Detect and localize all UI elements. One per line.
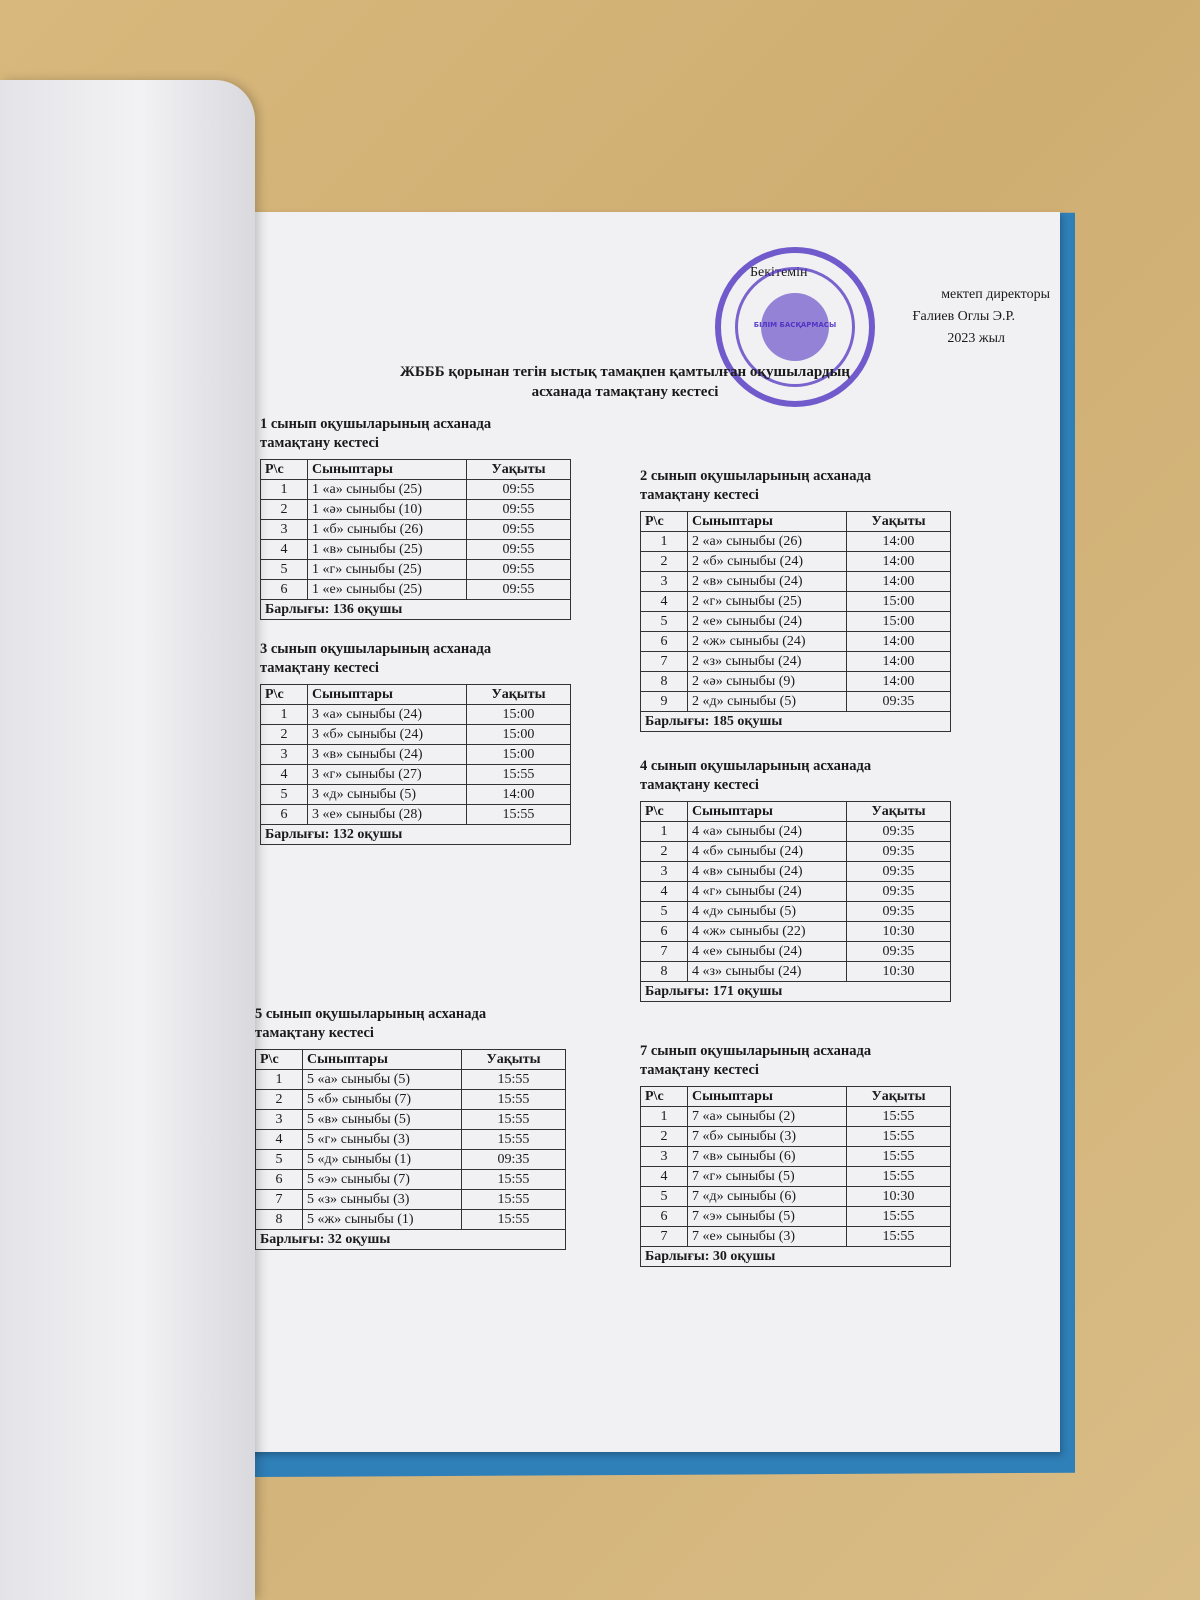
table-row xyxy=(641,612,951,632)
total-count: Барлығы: 30 оқушы xyxy=(641,1247,951,1267)
row-number: 4 xyxy=(261,540,308,560)
row-class: 4 «а» сыныбы (24) xyxy=(688,822,847,842)
row-number: 5 xyxy=(641,902,688,922)
header-class: Сыныптары xyxy=(688,512,847,532)
table-header-row xyxy=(641,1087,951,1107)
row-number: 1 xyxy=(641,1107,688,1127)
row-class: 5 «д» сыныбы (1) xyxy=(303,1150,462,1170)
table-header-row xyxy=(261,685,571,705)
row-class: 5 «з» сыныбы (3) xyxy=(303,1190,462,1210)
row-time: 14:00 xyxy=(847,632,951,652)
row-time: 09:35 xyxy=(847,942,951,962)
row-class: 5 «ж» сыныбы (1) xyxy=(303,1210,462,1230)
table-header-row xyxy=(641,802,951,822)
row-class: 2 «ж» сыныбы (24) xyxy=(688,632,847,652)
row-class: 3 «е» сыныбы (28) xyxy=(308,805,467,825)
table-row xyxy=(261,785,571,805)
table-row xyxy=(256,1070,566,1090)
section-title: 5 сынып оқушыларының асханада тамақтану кестесі xyxy=(255,1006,487,1041)
row-class: 7 «э» сыныбы (5) xyxy=(688,1207,847,1227)
row-class: 4 «б» сыныбы (24) xyxy=(688,842,847,862)
row-class: 1 «б» сыныбы (26) xyxy=(308,520,467,540)
table-header-row xyxy=(641,512,951,532)
header-num: Р\с xyxy=(641,1087,688,1107)
row-time: 09:35 xyxy=(847,882,951,902)
row-number: 8 xyxy=(256,1210,303,1230)
row-number: 3 xyxy=(261,745,308,765)
row-time: 09:35 xyxy=(847,822,951,842)
row-time: 15:55 xyxy=(847,1127,951,1147)
row-time: 09:35 xyxy=(847,862,951,882)
row-time: 15:55 xyxy=(462,1090,566,1110)
row-class: 3 «д» сыныбы (5) xyxy=(308,785,467,805)
row-number: 9 xyxy=(641,692,688,712)
header-class: Сыныптары xyxy=(303,1050,462,1070)
row-time: 15:55 xyxy=(847,1207,951,1227)
row-class: 1 «ә» сыныбы (10) xyxy=(308,500,467,520)
section-title: 1 сынып оқушыларының асханада тамақтану кестесі xyxy=(260,416,492,451)
header-class: Сыныптары xyxy=(688,802,847,822)
row-time: 09:35 xyxy=(462,1150,566,1170)
schedule-section-grade-4 xyxy=(640,757,951,1002)
row-class: 7 «а» сыныбы (2) xyxy=(688,1107,847,1127)
row-time: 15:55 xyxy=(847,1167,951,1187)
section-title: 3 сынып оқушыларының асханада тамақтану кестесі xyxy=(260,641,492,676)
row-number: 1 xyxy=(261,480,308,500)
row-class: 2 «ә» сыныбы (9) xyxy=(688,672,847,692)
header-num: Р\с xyxy=(261,460,308,480)
row-time: 09:55 xyxy=(467,540,571,560)
table-total-row xyxy=(641,982,951,1002)
table-row xyxy=(256,1150,566,1170)
row-class: 3 «а» сыныбы (24) xyxy=(308,705,467,725)
table-row xyxy=(261,520,571,540)
table-row xyxy=(641,1167,951,1187)
row-class: 3 «г» сыныбы (27) xyxy=(308,765,467,785)
row-time: 14:00 xyxy=(847,552,951,572)
row-class: 1 «а» сыныбы (25) xyxy=(308,480,467,500)
row-class: 7 «в» сыныбы (6) xyxy=(688,1147,847,1167)
table-row xyxy=(641,962,951,982)
row-number: 1 xyxy=(261,705,308,725)
table-row xyxy=(641,1147,951,1167)
header-time: Уақыты xyxy=(467,685,571,705)
row-class: 2 «в» сыныбы (24) xyxy=(688,572,847,592)
row-number: 7 xyxy=(641,652,688,672)
row-class: 2 «б» сыныбы (24) xyxy=(688,552,847,572)
table-row xyxy=(261,725,571,745)
document-title xyxy=(345,362,905,402)
row-class: 7 «д» сыныбы (6) xyxy=(688,1187,847,1207)
row-time: 09:55 xyxy=(467,520,571,540)
row-class: 1 «е» сыныбы (25) xyxy=(308,580,467,600)
header-time: Уақыты xyxy=(847,1087,951,1107)
table-row xyxy=(641,672,951,692)
row-time: 15:55 xyxy=(462,1130,566,1150)
approval-line-1: Бекітемін xyxy=(750,265,808,280)
row-time: 14:00 xyxy=(847,572,951,592)
row-number: 3 xyxy=(641,572,688,592)
row-number: 5 xyxy=(641,1187,688,1207)
table-row xyxy=(641,652,951,672)
table-row xyxy=(641,692,951,712)
row-number: 6 xyxy=(256,1170,303,1190)
table-row xyxy=(641,1127,951,1147)
row-number: 4 xyxy=(256,1130,303,1150)
row-class: 5 «в» сыныбы (5) xyxy=(303,1110,462,1130)
table-row xyxy=(641,1207,951,1227)
table-header-row xyxy=(256,1050,566,1070)
row-time: 15:00 xyxy=(467,745,571,765)
table-row xyxy=(261,500,571,520)
row-number: 5 xyxy=(261,560,308,580)
row-time: 14:00 xyxy=(847,532,951,552)
table-row xyxy=(641,1107,951,1127)
table-row xyxy=(641,572,951,592)
header-time: Уақыты xyxy=(847,512,951,532)
row-time: 15:55 xyxy=(847,1107,951,1127)
row-number: 7 xyxy=(641,942,688,962)
table-row xyxy=(641,922,951,942)
row-time: 09:35 xyxy=(847,842,951,862)
row-class: 4 «з» сыныбы (24) xyxy=(688,962,847,982)
row-time: 10:30 xyxy=(847,922,951,942)
header-num: Р\с xyxy=(261,685,308,705)
row-class: 4 «ж» сыныбы (22) xyxy=(688,922,847,942)
section-title: 7 сынып оқушыларының асханада тамақтану кестесі xyxy=(640,1043,872,1078)
row-time: 15:55 xyxy=(462,1190,566,1210)
table-row xyxy=(641,882,951,902)
row-class: 2 «е» сыныбы (24) xyxy=(688,612,847,632)
row-class: 5 «а» сыныбы (5) xyxy=(303,1070,462,1090)
header-class: Сыныптары xyxy=(308,685,467,705)
table-row xyxy=(641,902,951,922)
table-row xyxy=(256,1090,566,1110)
row-class: 7 «б» сыныбы (3) xyxy=(688,1127,847,1147)
row-time: 10:30 xyxy=(847,1187,951,1207)
table-row xyxy=(261,765,571,785)
row-number: 6 xyxy=(641,922,688,942)
row-number: 4 xyxy=(641,882,688,902)
schedule-section-grade-3 xyxy=(260,640,571,845)
row-time: 15:55 xyxy=(467,765,571,785)
row-number: 4 xyxy=(641,1167,688,1187)
row-class: 5 «б» сыныбы (7) xyxy=(303,1090,462,1110)
row-class: 7 «г» сыныбы (5) xyxy=(688,1167,847,1187)
table-row xyxy=(641,552,951,572)
row-time: 10:30 xyxy=(847,962,951,982)
row-class: 4 «д» сыныбы (5) xyxy=(688,902,847,922)
total-count: Барлығы: 136 оқушы xyxy=(261,600,571,620)
schedule-table xyxy=(640,511,951,732)
approval-line-2: мектеп директоры xyxy=(941,287,1050,302)
header-class: Сыныптары xyxy=(308,460,467,480)
row-number: 8 xyxy=(641,962,688,982)
row-number: 3 xyxy=(261,520,308,540)
table-row xyxy=(256,1110,566,1130)
table-row xyxy=(641,592,951,612)
row-class: 7 «е» сыныбы (3) xyxy=(688,1227,847,1247)
row-number: 7 xyxy=(256,1190,303,1210)
total-count: Барлығы: 132 оқушы xyxy=(261,825,571,845)
row-number: 2 xyxy=(261,725,308,745)
row-time: 14:00 xyxy=(467,785,571,805)
row-number: 5 xyxy=(256,1150,303,1170)
table-row xyxy=(261,805,571,825)
row-time: 14:00 xyxy=(847,652,951,672)
table-total-row xyxy=(641,712,951,732)
header-num: Р\с xyxy=(256,1050,303,1070)
schedule-section-grade-1 xyxy=(260,415,571,620)
row-class: 4 «е» сыныбы (24) xyxy=(688,942,847,962)
row-time: 15:00 xyxy=(467,725,571,745)
header-num: Р\с xyxy=(641,802,688,822)
table-header-row xyxy=(261,460,571,480)
row-time: 09:55 xyxy=(467,480,571,500)
approval-line-3: Ғалиев Оглы Э.Р. xyxy=(912,309,1015,324)
approval-line-4: 2023 жыл xyxy=(947,331,1005,346)
row-number: 6 xyxy=(641,632,688,652)
row-time: 15:55 xyxy=(462,1070,566,1090)
schedule-table xyxy=(260,459,571,620)
table-row xyxy=(256,1170,566,1190)
table-row xyxy=(641,822,951,842)
row-class: 2 «д» сыныбы (5) xyxy=(688,692,847,712)
row-class: 3 «б» сыныбы (24) xyxy=(308,725,467,745)
header-time: Уақыты xyxy=(847,802,951,822)
total-count: Барлығы: 171 оқушы xyxy=(641,982,951,1002)
row-class: 5 «г» сыныбы (3) xyxy=(303,1130,462,1150)
row-time: 15:00 xyxy=(847,592,951,612)
plastic-sleeve xyxy=(0,80,255,1600)
table-row xyxy=(641,842,951,862)
schedule-section-grade-7 xyxy=(640,1042,951,1267)
row-time: 15:55 xyxy=(462,1110,566,1130)
row-number: 7 xyxy=(641,1227,688,1247)
row-class: 4 «в» сыныбы (24) xyxy=(688,862,847,882)
row-number: 5 xyxy=(261,785,308,805)
header-time: Уақыты xyxy=(462,1050,566,1070)
schedule-table xyxy=(640,1086,951,1267)
row-time: 14:00 xyxy=(847,672,951,692)
row-time: 15:00 xyxy=(467,705,571,725)
row-number: 3 xyxy=(256,1110,303,1130)
schedule-table xyxy=(255,1049,566,1250)
table-total-row xyxy=(256,1230,566,1250)
header-class: Сыныптары xyxy=(688,1087,847,1107)
row-time: 09:55 xyxy=(467,500,571,520)
table-row xyxy=(641,862,951,882)
header-num: Р\с xyxy=(641,512,688,532)
row-class: 3 «в» сыныбы (24) xyxy=(308,745,467,765)
table-total-row xyxy=(641,1247,951,1267)
table-row xyxy=(261,580,571,600)
row-number: 6 xyxy=(261,805,308,825)
row-time: 09:35 xyxy=(847,692,951,712)
row-time: 15:55 xyxy=(847,1227,951,1247)
table-row xyxy=(256,1130,566,1150)
row-class: 1 «в» сыныбы (25) xyxy=(308,540,467,560)
table-row xyxy=(641,532,951,552)
row-number: 6 xyxy=(261,580,308,600)
schedule-section-grade-5 xyxy=(255,1005,566,1250)
schedule-section-grade-2 xyxy=(640,467,951,732)
row-class: 4 «г» сыныбы (24) xyxy=(688,882,847,902)
row-number: 2 xyxy=(641,1127,688,1147)
table-row xyxy=(256,1190,566,1210)
row-number: 8 xyxy=(641,672,688,692)
row-class: 2 «з» сыныбы (24) xyxy=(688,652,847,672)
row-time: 09:55 xyxy=(467,580,571,600)
row-number: 2 xyxy=(641,842,688,862)
row-number: 2 xyxy=(261,500,308,520)
table-total-row xyxy=(261,600,571,620)
table-row xyxy=(261,560,571,580)
row-number: 4 xyxy=(261,765,308,785)
row-number: 5 xyxy=(641,612,688,632)
row-number: 1 xyxy=(641,822,688,842)
row-number: 1 xyxy=(641,532,688,552)
row-number: 2 xyxy=(256,1090,303,1110)
document-page xyxy=(205,212,1060,1452)
row-time: 15:00 xyxy=(847,612,951,632)
stamp-text: БІЛІМ БАСҚАРМАСЫ xyxy=(753,321,837,329)
table-row xyxy=(641,632,951,652)
row-class: 1 «г» сыныбы (25) xyxy=(308,560,467,580)
row-number: 2 xyxy=(641,552,688,572)
row-number: 3 xyxy=(641,862,688,882)
row-number: 4 xyxy=(641,592,688,612)
row-class: 2 «а» сыныбы (26) xyxy=(688,532,847,552)
section-title: 4 сынып оқушыларының асханада тамақтану кестесі xyxy=(640,758,872,793)
table-row xyxy=(641,942,951,962)
row-number: 6 xyxy=(641,1207,688,1227)
row-time: 15:55 xyxy=(847,1147,951,1167)
row-time: 15:55 xyxy=(462,1170,566,1190)
section-title: 2 сынып оқушыларының асханада тамақтану кестесі xyxy=(640,468,872,503)
row-class: 5 «э» сыныбы (7) xyxy=(303,1170,462,1190)
row-time: 09:55 xyxy=(467,560,571,580)
table-row xyxy=(261,745,571,765)
row-time: 15:55 xyxy=(462,1210,566,1230)
total-count: Барлығы: 185 оқушы xyxy=(641,712,951,732)
total-count: Барлығы: 32 оқушы xyxy=(256,1230,566,1250)
schedule-table xyxy=(640,801,951,1002)
table-total-row xyxy=(261,825,571,845)
title-line-1: ЖБББ қорынан тегін ыстық тамақпен қамтылған оқушылардың xyxy=(400,364,850,380)
table-row xyxy=(641,1227,951,1247)
table-row xyxy=(256,1210,566,1230)
row-time: 09:35 xyxy=(847,902,951,922)
table-row xyxy=(261,480,571,500)
schedule-table xyxy=(260,684,571,845)
row-number: 1 xyxy=(256,1070,303,1090)
title-line-2: асханада тамақтану кестесі xyxy=(531,384,719,400)
row-number: 3 xyxy=(641,1147,688,1167)
header-time: Уақыты xyxy=(467,460,571,480)
table-row xyxy=(641,1187,951,1207)
table-row xyxy=(261,705,571,725)
table-row xyxy=(261,540,571,560)
row-class: 2 «г» сыныбы (25) xyxy=(688,592,847,612)
row-time: 15:55 xyxy=(467,805,571,825)
